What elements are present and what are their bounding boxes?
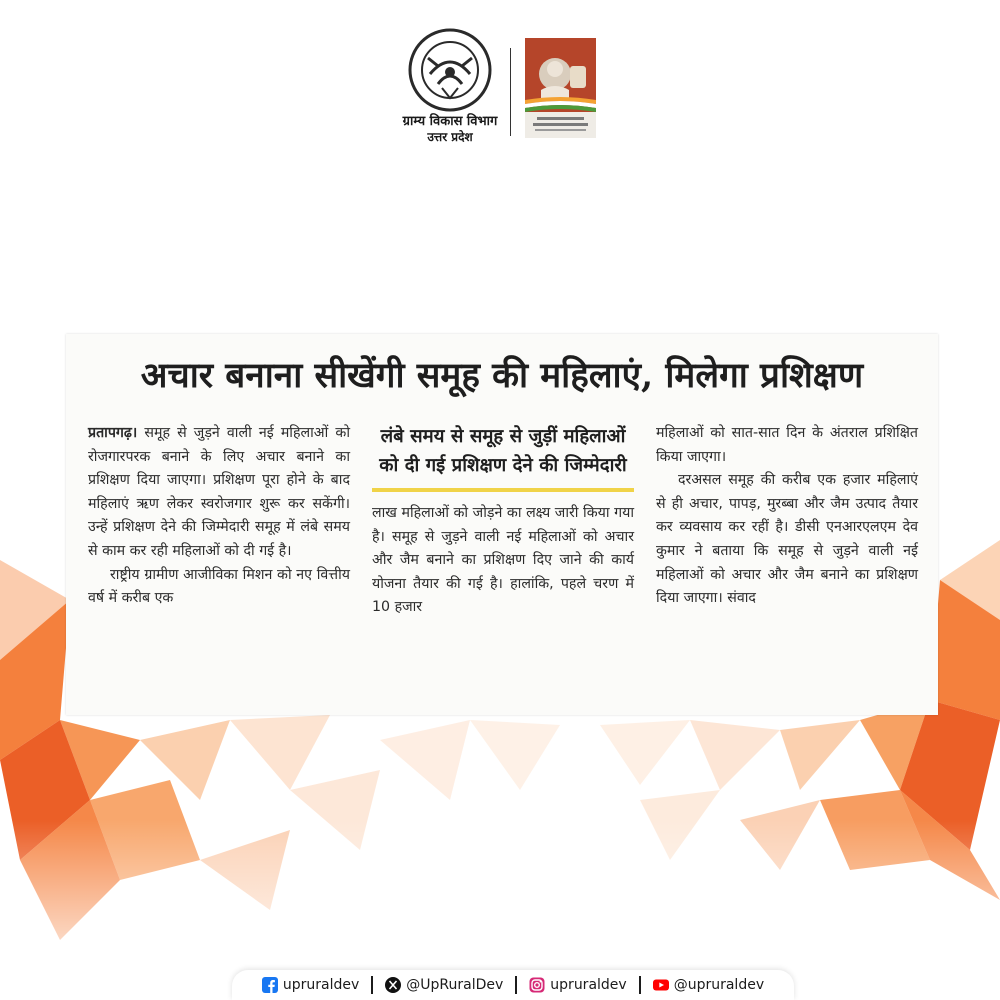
rural-development-logo bbox=[395, 28, 505, 145]
article-dateline: प्रतापगढ़। bbox=[88, 425, 138, 441]
article-paragraph: समूह से जुड़ने वाली नई महिलाओं को रोजगारपरक बनाने के लिए अचार बनाने का प्रशिक्षण दिया जाएगा। प्रशिक्षण पूरा होने के बाद महिलाएं ऋण लेकर स्वरोजगार शुरू कर सकेंगी। उन्हें प्रशिक्षण देने की जिम्मेदारी समूह में लंबे समय से काम कर रही महिलाओं को दी गई है। bbox=[88, 425, 350, 559]
article-source: संवाद bbox=[727, 590, 756, 607]
article-subheading: लंबे समय से समूह से जुड़ीं महिलाओं को दी गई प्रशिक्षण देने की जिम्मेदारी bbox=[372, 422, 634, 492]
facebook-link[interactable] bbox=[256, 977, 365, 993]
social-media-bar bbox=[232, 970, 794, 1000]
newspaper-clipping bbox=[66, 334, 938, 715]
article-paragraph: लाख महिलाओं को जोड़ने का लक्ष्य जारी किया गया है। समूह से जुड़ने वाली नई महिलाओं को अचार और जैम बनाने का प्रशिक्षण दिए जाने की कार्य योजना तैयार की गई है। हालांकि, पहले चरण में 10 हजार bbox=[372, 505, 634, 616]
article-column-1 bbox=[88, 422, 350, 611]
logo-divider bbox=[510, 48, 511, 136]
facebook-icon bbox=[262, 977, 278, 993]
divider bbox=[371, 976, 373, 994]
department-state: उत्तर प्रदेश bbox=[427, 130, 473, 144]
youtube-link[interactable] bbox=[647, 977, 770, 993]
facebook-handle: upruraldev bbox=[282, 977, 360, 993]
instagram-handle: upruraldev bbox=[550, 977, 627, 993]
instagram-icon bbox=[529, 977, 545, 993]
divider bbox=[515, 976, 517, 994]
instagram-link[interactable] bbox=[523, 977, 632, 993]
article-column-2 bbox=[372, 422, 634, 620]
youtube-icon bbox=[653, 977, 669, 993]
mgnrega-logo-icon bbox=[525, 38, 596, 138]
divider bbox=[639, 976, 641, 994]
department-name: ग्राम्य विकास विभाग bbox=[402, 114, 498, 129]
youtube-handle: @upruraldev bbox=[673, 977, 765, 993]
article-column-3 bbox=[656, 422, 918, 611]
article-paragraph: राष्ट्रीय ग्रामीण आजीविका मिशन को नए वित्तीय वर्ष में करीब एक bbox=[88, 566, 350, 607]
article-headline: अचार बनाना सीखेंगी समूह की महिलाएं, मिलेगा प्रशिक्षण bbox=[140, 355, 864, 396]
up-government-seal-icon bbox=[408, 28, 492, 112]
x-icon bbox=[385, 977, 401, 993]
article-paragraph: महिलाओं को सात-सात दिन के अंतराल प्रशिक्षित किया जाएगा। bbox=[656, 425, 918, 465]
article-paragraph: दरअसल समूह की करीब एक हजार महिलाएं से ही अचार, पापड़, मुरब्बा और जैम उत्पाद तैयार कर व्यवसाय कर रहीं है। डीसी एनआरएलएम देव कुमार ने बताया कि समूह से जुड़ने वाली नई महिलाओं को अचार और जैम बनाने का प्रशिक्षण दिया जाएगा। bbox=[656, 472, 918, 607]
x-link[interactable] bbox=[379, 977, 509, 993]
x-handle: @UpRuralDev bbox=[406, 977, 504, 993]
